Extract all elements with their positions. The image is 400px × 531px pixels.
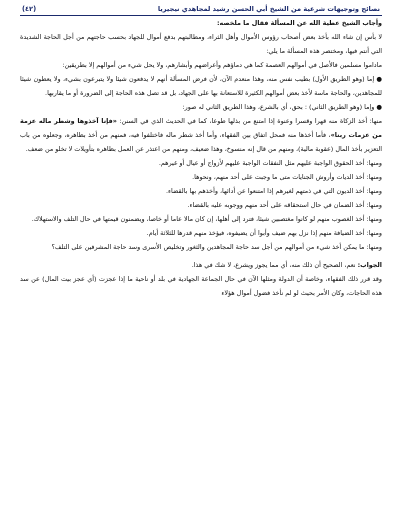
paragraph: لا بأس إن شاء الله بأخذ بعض أصحاب رؤوس الأموال وأهل الثراء، ومطالبتهم بدفع أموال للجهاد بحسب حاجتهم من أجل الحاجة الشديدة التي أنتم فيها، ومختصر هذه المسألة ما يلي: [20,33,382,55]
paragraph: ماداموا مسلمين فالأصل في أموالهم العصمة كما هي دماؤهم وأعراضهم وأبشارهم، ولا يحل شيء من أموالهم إلا بطريقين: [62,61,382,69]
document-body [20,16,382,300]
paragraph: ومنها: أخذ الضيافة منهم إذا نزل بهم ضيف وأبوا أن يضيفوه، فيؤخذ منهم قدرها للثلاثة أيام. [146,229,382,237]
answer-lead: الجواب: [357,261,382,269]
paragraph-answer: الجواب: نعم، الصحيح أن ذلك منه، أي مما يجوز ويشرع، لا شك في هذا. [191,261,382,269]
page-header [20,3,382,16]
paragraph: ومنها: أخذ الحقوق الواجبة عليهم مثل النفقات الواجبة عليهم لأزواج أو عيال أو غيرهم. [158,159,382,167]
bullet-second-way: ● وإما (وهو الطريق الثاني) : بحق، أي بالشرع، وهذا الطريق الثاني له صور: [182,103,382,111]
paragraph: ومنها: أخذ الغصوب منهم لو كانوا مغتصبين شيئا، فترد إلى أهلها، إن كان مالا عاما أو خاصا، ويضمنون قيمتها في حال التلف والاستهلاك. [31,215,382,223]
header-title: نصائح وتوجيهات شرعية من الشيخ أبي الحسن رشيد لمجاهدي نيجيريا [157,5,380,13]
paragraph-question: ومنها: ما يمكن أخذ شيء من أموالهم من أجل سد حاجة المجاهدين والثغور وتخليص الأسرى وسد حاجة المشرفين على التلف؟ [51,243,382,251]
paragraph: وقد قرر ذلك الفقهاء، وخاصة أن الدولة ومثلها الآن في حال الجماعة الجهادية في بلد أو ناحية ما إذا عجزت (أي عجز بيت المال) عن سد هذه الحاجات، وكان الأمر بحيث لو لم نأخذ فضول أموال هؤلاء [20,275,382,297]
paragraph: ومنها: أخذ الضمان في حال استحقاقه على أحد منهم ووجوبه عليه بالقضاء. [187,201,382,209]
paragraph: ومنها: أخذ الديات وأروش الجنايات متى ما وجبت على أحد منهم، ونحوها. [192,173,382,181]
paragraph-zakat: منها: أخذ الزكاة منه قهرا وقسرا وعنوة إذا امتنع من بذلها طوعا، كما في الحديث الذي في السنن: «فإنا آخذوها وشطر ماله عزمة من عزمات ربنا»، فأما أخذها منه فمحل اتفاق بين الفقهاء، وأما أخذ شطر ماله فاختلفوا فيه، فمنهم من أخذ بظاهره، وجعلوه من باب التعزير بأخذ المال (عقوبة مالية)، ومنهم من قال إنه منسوخ، وهذا ضعيف، ومنهم من اعتذر عن العمل بظاهره بتأويلات لا تخلو من ضعف. [20,117,382,153]
answer-heading: وأجاب الشيخ عطية الله عن المسألة فقال ما ملخصه: [217,19,382,27]
hadith-quote: «فإنا آخذوها وشطر ماله عزمة من عزمات ربنا» [20,117,382,139]
bullet-first-way: ● إما (وهو الطريق الأول) بطيب نفس منه، وهذا منعدم الآن، لأن فرض المسألة أنهم لا يدفعون شيئا ولا يتبرعون بشيء، ولا يعطون شيئا للمجاهدين، والحاجة ماسة لأخذ بعض أموالهم الكثيرة للاستعانة بها على الجهاد، بل قد تصل هذه الحاجة إلى الضرورة أو ما يقاربها. [20,75,382,97]
page-number: (٤٢) [22,5,37,13]
paragraph: ومنها: أخذ الديون التي في ذمتهم لغيرهم إذا امتنعوا عن أدائها، وأخذهم بها بالقضاء. [166,187,382,195]
